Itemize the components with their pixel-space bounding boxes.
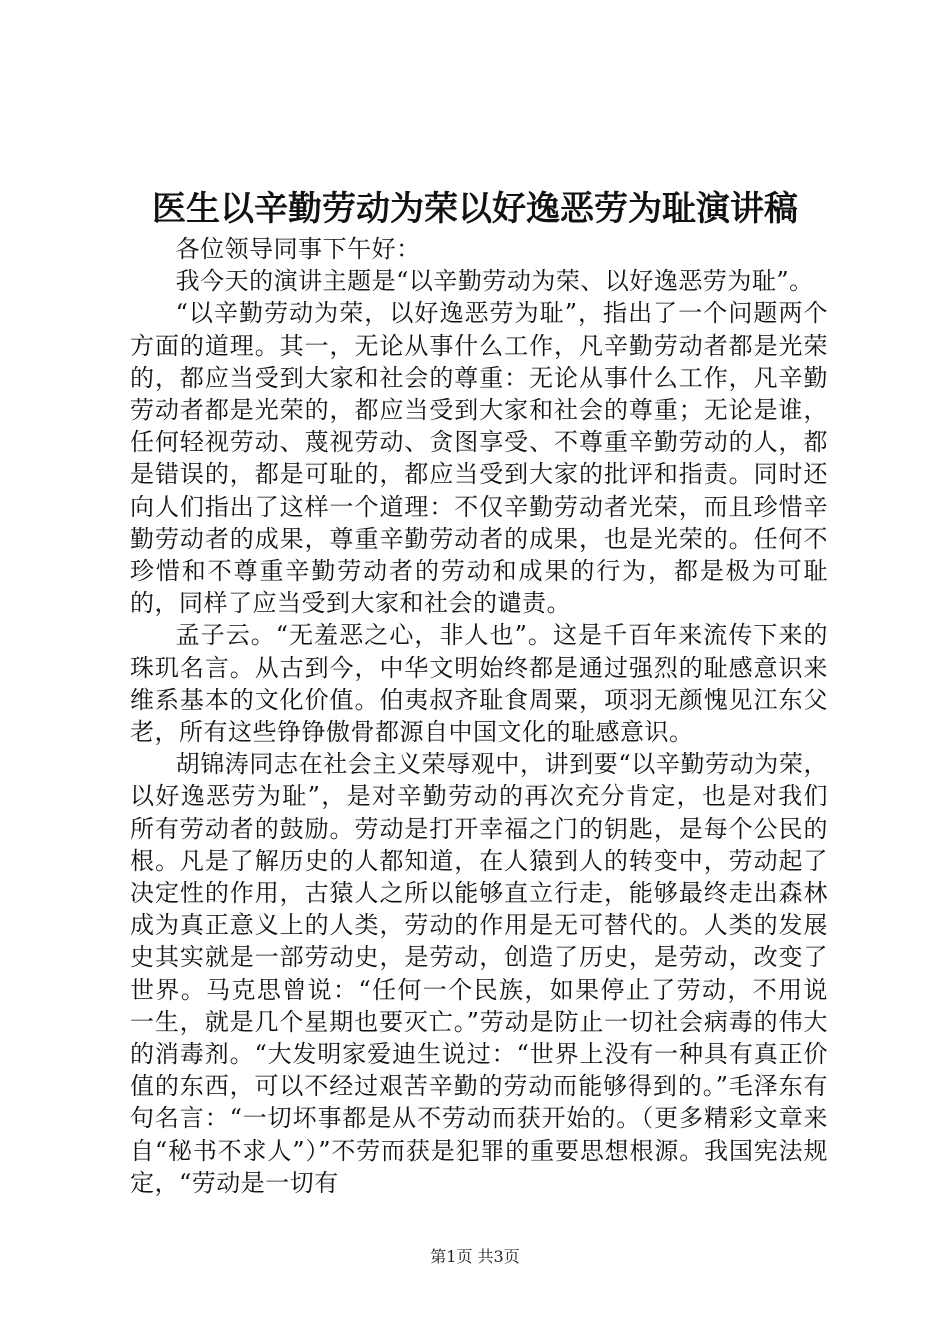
document-body [130, 233, 828, 1199]
document-title: 医生以辛勤劳动为荣以好逸恶劳为耻演讲稿 [152, 189, 798, 229]
greeting-paragraph: 各位领导同事下午好： [175, 235, 421, 263]
body-paragraph: 胡锦涛同志在社会主义荣辱观中，讲到要“以辛勤劳动为荣，以好逸恶劳为耻”，是对辛勤劳动的再次充分肯定，也是对我们所有劳动者的鼓励。劳动是打开幸福之门的钥匙，是每个公民的根。凡是了解历史的人都知道，在人猿到人的转变中，劳动起了决定性的作用，古猿人之所以能够直立行走，能够最终走出森林成为真正意义上的人类，劳动的作用是无可替代的。人类的发展史其实就是一部劳动史，是劳动，创造了历史，是劳动，改变了世界。马克思曾说：“任何一个民族，如果停止了劳动，不用说一生，就是几个星期也要灭亡。”劳动是防止一切社会病毒的伟大的消毒剂。“大发明家爱迪生说过：“世界上没有一种具有真正价值的东西，可以不经过艰苦辛勤的劳动而能够得到的。”毛泽东有句名言：“一切坏事都是从不劳动而获开始的。（更多精彩文章来自“秘书不求人”）”不劳而获是犯罪的重要思想根源。我国宪法规定，“劳动是一切有 [130, 750, 828, 1197]
body-paragraph: 孟子云。“无羞恶之心，非人也”。这是千百年来流传下来的珠玑名言。从古到今，中华文明始终都是通过强烈的耻感意识来维系基本的文化价值。伯夷叔齐耻食周粟，项羽无颜愧见江东父老，所有这些铮铮傲骨都源自中国文化的耻感意识。 [130, 621, 828, 747]
page-footer: 第1页 共3页 [430, 1247, 520, 1266]
topic-paragraph: 我今天的演讲主题是“以辛勤劳动为荣、以好逸恶劳为耻”。 [175, 267, 814, 296]
body-paragraph: “以辛勤劳动为荣，以好逸恶劳为耻”，指出了一个问题两个方面的道理。其一，无论从事什么工作，凡辛勤劳动者都是光荣的，都应当受到大家和社会的尊重：无论从事什么工作，凡辛勤劳动者都是光荣的，都应当受到大家和社会的尊重；无论是谁，任何轻视劳动、蔑视劳动、贪图享受、不尊重辛勤劳动的人，都是错误的，都是可耻的，都应当受到大家的批评和指责。同时还向人们指出了这样一个道理：不仅辛勤劳动者光荣，而且珍惜辛勤劳动者的成果，尊重辛勤劳动者的成果，也是光荣的。任何不珍惜和不尊重辛勤劳动者的劳动和成果的行为，都是极为可耻的，同样了应当受到大家和社会的谴责。 [130, 299, 828, 618]
